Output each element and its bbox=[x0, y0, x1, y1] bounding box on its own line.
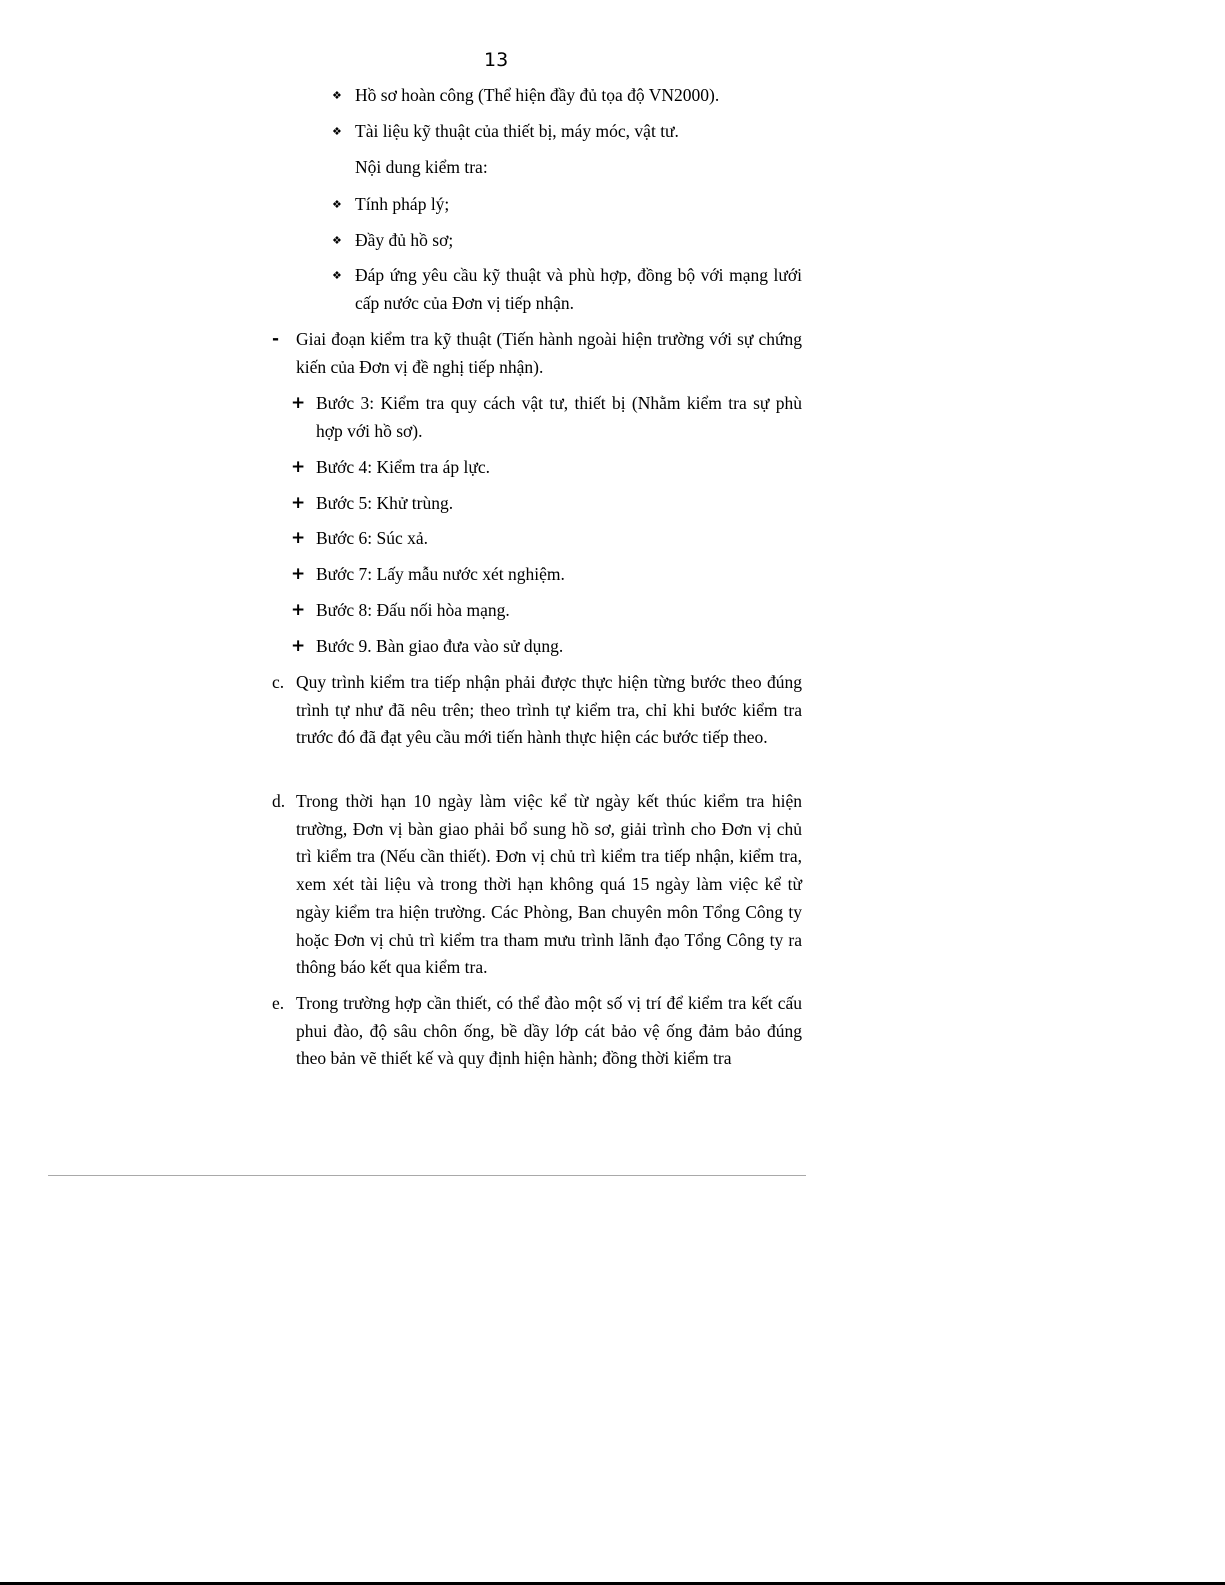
step-item bbox=[291, 597, 802, 625]
step-item bbox=[291, 561, 802, 589]
diamond-bullet-icon: ❖ bbox=[332, 235, 342, 247]
step-text: Bước 6: Súc xả. bbox=[316, 528, 429, 548]
paragraph-marker: d. bbox=[272, 791, 286, 811]
step-text: Bước 5: Khử trùng. bbox=[316, 493, 454, 513]
diamond-bullet-icon: ❖ bbox=[332, 126, 342, 138]
step-text: Bước 9. Bàn giao đưa vào sử dụng. bbox=[316, 636, 564, 656]
list-item bbox=[332, 118, 802, 146]
plus-bullet-icon: + bbox=[291, 600, 306, 620]
list-item bbox=[332, 191, 802, 219]
dash-marker: - bbox=[272, 329, 280, 349]
plus-bullet-icon: + bbox=[291, 636, 306, 656]
step-text: Bước 8: Đấu nối hòa mạng. bbox=[316, 600, 510, 620]
list-item-text: Tài liệu kỹ thuật của thiết bị, máy móc, vật tư. bbox=[355, 121, 679, 141]
lettered-paragraph bbox=[272, 788, 802, 982]
lettered-paragraph bbox=[272, 669, 802, 752]
diamond-bullet-icon: ❖ bbox=[332, 270, 342, 282]
list-item-text: Giai đoạn kiểm tra kỹ thuật (Tiến hành ngoài hiện trường với sự chứng kiến của Đơn vị đề nghị tiếp nhận). bbox=[296, 329, 802, 377]
section-heading: Nội dung kiểm tra: bbox=[355, 157, 488, 177]
plus-bullet-icon: + bbox=[291, 493, 306, 513]
list-item bbox=[332, 82, 802, 110]
list-item-text: Hồ sơ hoàn công (Thể hiện đầy đủ tọa độ VN2000). bbox=[355, 85, 720, 105]
diamond-bullet-icon: ❖ bbox=[332, 199, 342, 211]
plus-bullet-icon: + bbox=[291, 564, 306, 584]
list-item-text: Tính pháp lý; bbox=[355, 194, 450, 214]
step-item bbox=[291, 633, 802, 661]
paragraph-text: Quy trình kiểm tra tiếp nhận phải được thực hiện từng bước theo đúng trình tự như đã nêu trên; theo trình tự kiểm tra, chỉ khi bước kiểm tra trước đó đã đạt yêu cầu mới tiến hành thực hiện các bước tiếp theo. bbox=[296, 672, 802, 748]
step-item bbox=[291, 490, 802, 518]
lettered-paragraph bbox=[272, 990, 802, 1073]
step-item bbox=[291, 525, 802, 553]
step-item bbox=[291, 390, 802, 445]
footer-divider bbox=[48, 1175, 806, 1176]
paragraph-text: Trong thời hạn 10 ngày làm việc kể từ ngày kết thúc kiểm tra hiện trường, Đơn vị bàn giao phải bổ sung hồ sơ, giải trình cho Đơn vị chủ trì kiểm tra (Nếu cần thiết). Đơn vị chủ trì kiểm tra tiếp nhận, kiểm tra, xem xét tài liệu và trong thời hạn không quá 15 ngày làm việc kể từ ngày kiểm tra hiện trường. Các Phòng, Ban chuyên môn Tổng Công ty hoặc Đơn vị chủ trì kiểm tra tham mưu trình lãnh đạo Tổng Công ty ra thông báo kết qua kiểm tra. bbox=[296, 791, 802, 978]
paragraph-marker: e. bbox=[272, 993, 285, 1013]
paragraph-text: Trong trường hợp cần thiết, có thể đào một số vị trí để kiểm tra kết cấu phui đào, độ sâu chôn ống, bề dầy lớp cát bảo vệ ống đảm bảo đúng theo bản vẽ thiết kế và quy định hiện hành; đồng thời kiểm tra bbox=[296, 993, 802, 1069]
step-item bbox=[291, 454, 802, 482]
list-item-text: Đầy đủ hồ sơ; bbox=[355, 230, 454, 250]
step-text: Bước 4: Kiểm tra áp lực. bbox=[316, 457, 491, 477]
list-item bbox=[272, 326, 802, 381]
plus-bullet-icon: + bbox=[291, 393, 306, 413]
page-number: 13 bbox=[484, 49, 509, 71]
list-item bbox=[332, 227, 802, 255]
plus-bullet-icon: + bbox=[291, 457, 306, 477]
list-item-text: Đáp ứng yêu cầu kỹ thuật và phù hợp, đồng bộ với mạng lưới cấp nước của Đơn vị tiếp nhận. bbox=[355, 265, 802, 313]
list-item bbox=[332, 262, 802, 317]
step-text: Bước 3: Kiểm tra quy cách vật tư, thiết bị (Nhằm kiểm tra sự phù hợp với hồ sơ). bbox=[316, 393, 802, 441]
paragraph-marker: c. bbox=[272, 672, 285, 692]
plus-bullet-icon: + bbox=[291, 528, 306, 548]
step-text: Bước 7: Lấy mẫu nước xét nghiệm. bbox=[316, 564, 565, 584]
diamond-bullet-icon: ❖ bbox=[332, 90, 342, 102]
